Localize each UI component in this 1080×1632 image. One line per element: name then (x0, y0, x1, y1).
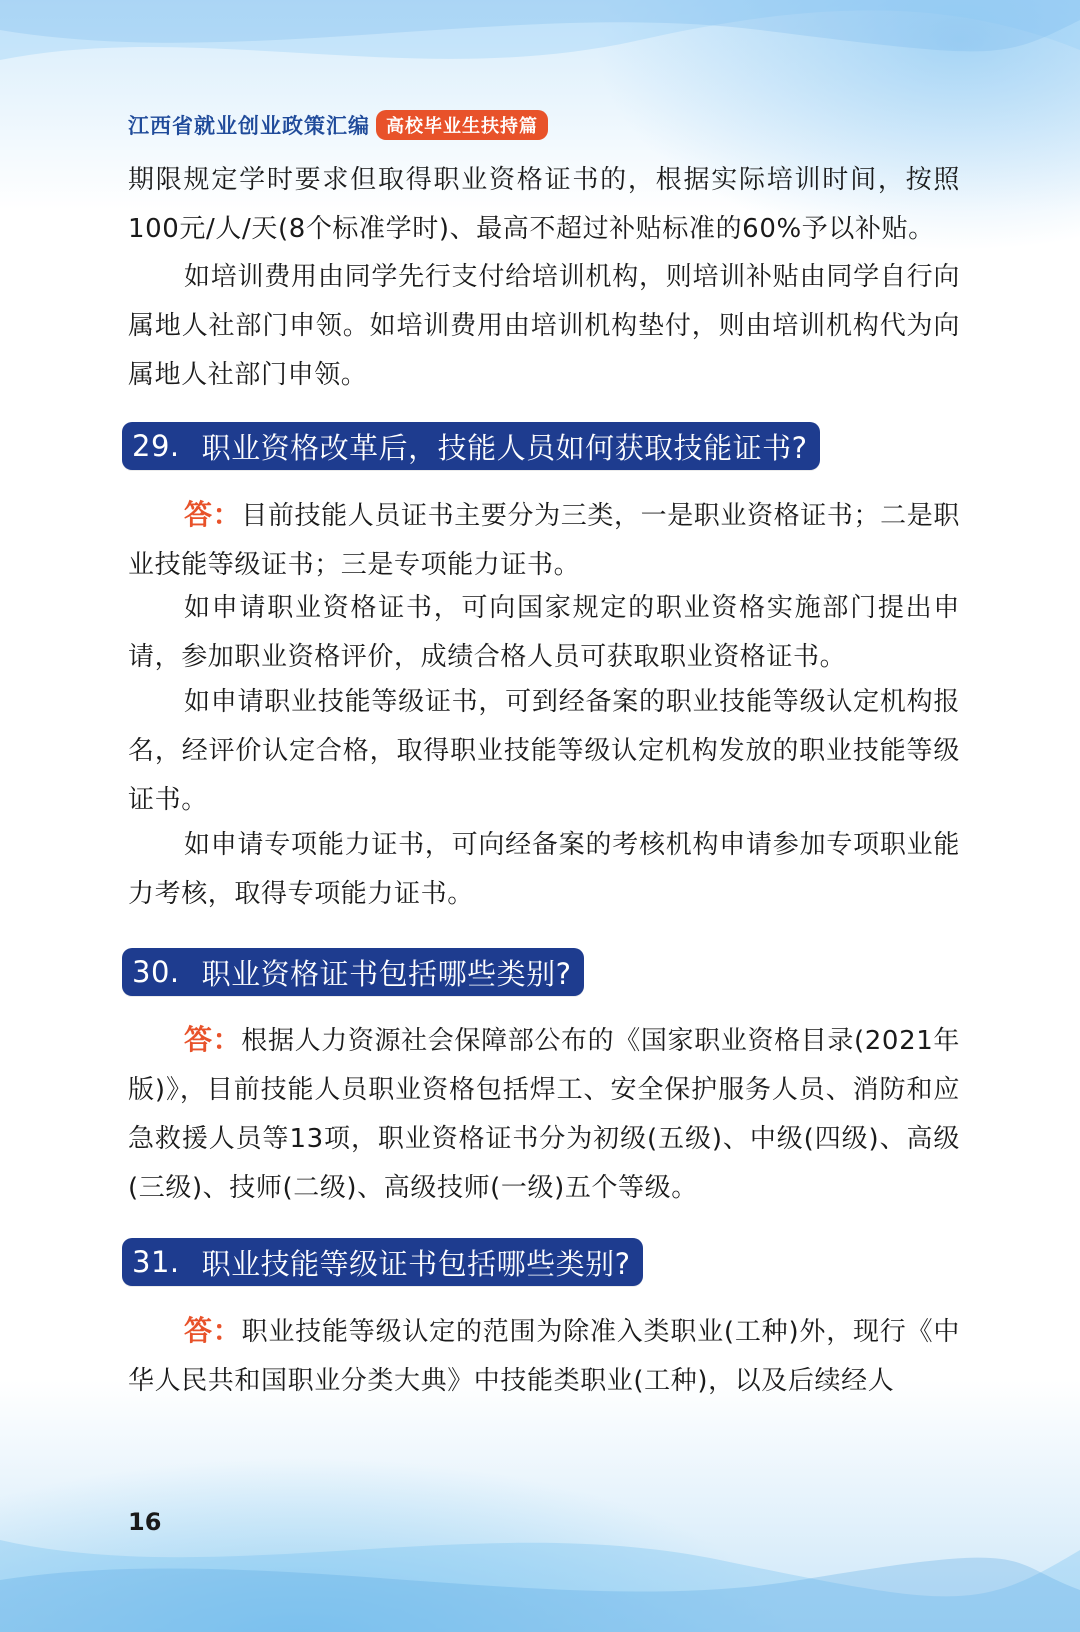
header-title: 江西省就业创业政策汇编 (128, 114, 370, 138)
q29-answer-paragraph-3: 如申请职业技能等级证书，可到经备案的职业技能等级认定机构报名，经评价认定合格，取得职业技能等级认定机构发放的职业技能等级证书。 (128, 687, 960, 815)
page-number: 16 (128, 1508, 162, 1536)
answer-label: 答： (184, 498, 242, 531)
q31-answer-paragraph-1 (128, 1306, 960, 1406)
q29-answer-paragraph-2: 如申请职业资格证书，可向国家规定的职业资格实施部门提出申请，参加职业资格评价，成绩合格人员可获取职业资格证书。 (128, 593, 960, 672)
question-number: 30. (132, 955, 180, 989)
question-number: 31. (132, 1245, 180, 1279)
q30-answer-paragraph-1 (128, 1015, 960, 1213)
question-text: 职业技能等级证书包括哪些类别? (201, 1246, 631, 1281)
question-text: 职业资格证书包括哪些类别? (201, 956, 572, 991)
running-header (128, 108, 548, 142)
answer-text: 目前技能人员证书主要分为三类，一是职业资格证书；二是职业技能等级证书；三是专项能力证书。 (128, 501, 961, 580)
q29-answer-paragraph-4: 如申请专项能力证书，可向经备案的考核机构申请参加专项职业能力考核，取得专项能力证书。 (128, 830, 960, 909)
bottom-wave-decoration (0, 1470, 1080, 1632)
intro-paragraph-2: 如培训费用由同学先行支付给培训机构，则培训补贴由同学自行向属地人社部门申领。如培训费用由培训机构垫付，则由培训机构代为向属地人社部门申领。 (128, 262, 960, 390)
answer-label: 答： (184, 1023, 242, 1056)
q29-answer-paragraph-1 (128, 490, 960, 590)
intro-paragraph-1: 期限规定学时要求但取得职业资格证书的，根据实际培训时间，按照100元/人/天(8个标准学时)、最高不超过补贴标准的60%予以补贴。 (128, 165, 960, 244)
question-31-banner (122, 1238, 643, 1286)
question-30-banner (122, 948, 584, 996)
top-wave-decoration (0, 0, 1080, 120)
question-number: 29. (132, 429, 180, 463)
question-29-banner (122, 422, 820, 470)
question-text: 职业资格改革后，技能人员如何获取技能证书? (201, 430, 808, 465)
header-section-tag: 高校毕业生扶持篇 (376, 110, 548, 140)
answer-text: 根据人力资源社会保障部公布的《国家职业资格目录(2021年版)》，目前技能人员职业资格包括焊工、安全保护服务人员、消防和应急救援人员等13项，职业资格证书分为初级(五级)、中级(四级)、高级(三级)、技师(二级)、高级技师(一级)五个等级。 (128, 1026, 961, 1203)
answer-label: 答： (184, 1314, 242, 1347)
answer-text: 职业技能等级认定的范围为除准入类职业(工种)外，现行《中华人民共和国职业分类大典》中技能类职业(工种)，以及后续经人 (128, 1317, 960, 1396)
